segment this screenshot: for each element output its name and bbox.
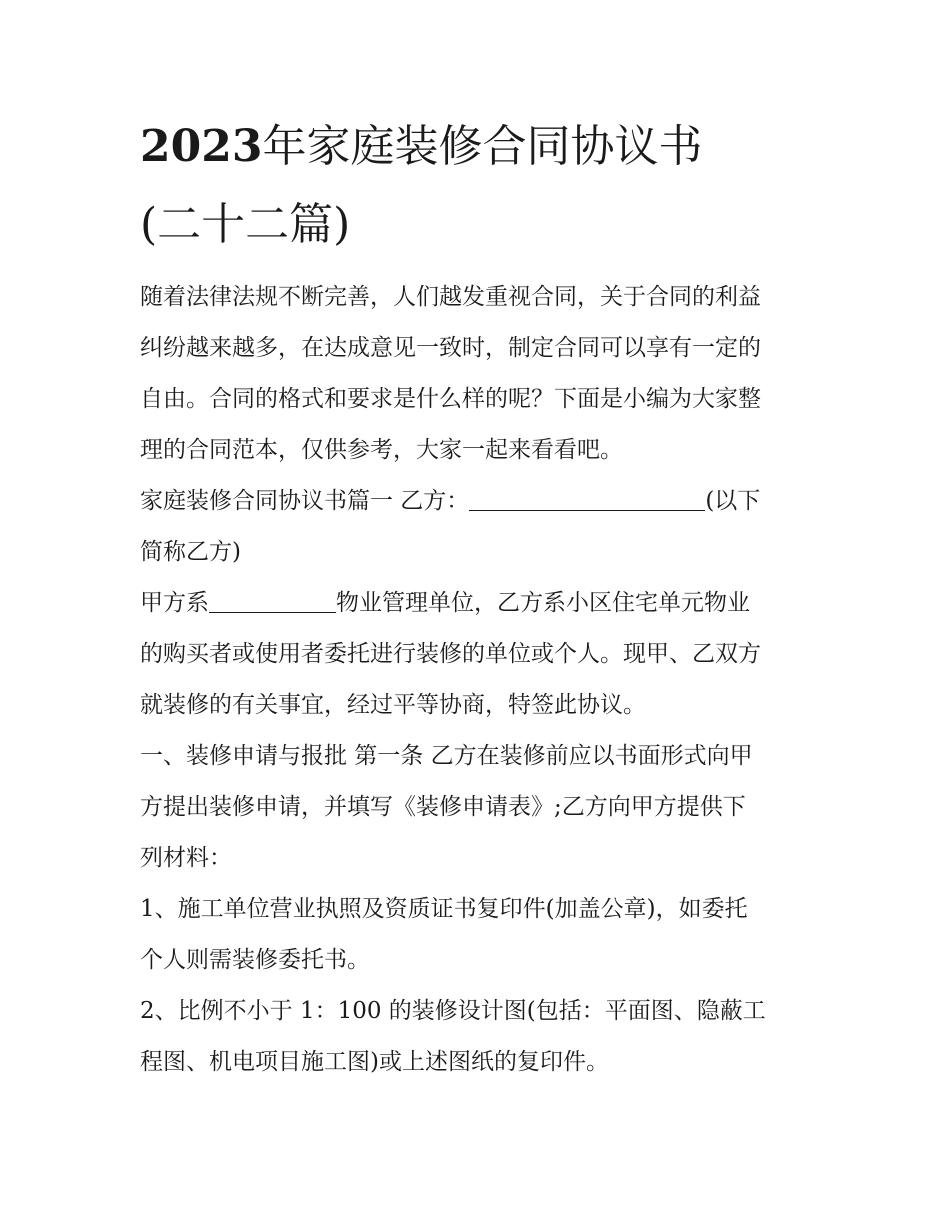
section2-line-3: 就装修的有关事宜，经过平等协商，特签此协议。 bbox=[140, 692, 646, 718]
intro-line-4: 理的合同范本，仅供参考，大家一起来看看吧。 bbox=[140, 437, 623, 463]
section2-line-2: 的购买者或使用者委托进行装修的单位或个人。现甲、乙双方 bbox=[140, 641, 761, 667]
title-year: 2023 bbox=[140, 121, 263, 172]
section1-paragraph bbox=[140, 476, 820, 578]
title-line-2: (二十二篇) bbox=[140, 199, 351, 250]
title-text: 年家庭装修合同协议书 bbox=[262, 121, 703, 172]
section2-line-1 bbox=[140, 578, 820, 629]
section1-line-2: 简称乙方) bbox=[140, 539, 241, 565]
intro-line-3: 自由。合同的格式和要求是什么样的呢？下面是小编为大家整 bbox=[140, 386, 761, 412]
section1-prefix: 家庭装修合同协议书篇一 乙方： bbox=[140, 488, 470, 514]
document-body bbox=[140, 108, 820, 1088]
item2-line-2: 程图、机电项目施工图)或上述图纸的复印件。 bbox=[140, 1049, 609, 1075]
intro-paragraph bbox=[140, 272, 820, 476]
party-b-blank bbox=[469, 484, 705, 511]
item2-paragraph bbox=[140, 986, 820, 1088]
intro-line-1: 随着法律法规不断完善，人们越发重视合同，关于合同的利益 bbox=[140, 284, 761, 310]
section2-suffix: 物业管理单位，乙方系小区住宅单元物业 bbox=[336, 590, 750, 616]
section2-prefix: 甲方系 bbox=[140, 590, 209, 616]
section1-line-1 bbox=[140, 476, 820, 527]
section2-paragraph bbox=[140, 578, 820, 731]
section3-line-1: 一、装修申请与报批 第一条 乙方在装修前应以书面形式向甲 bbox=[140, 743, 753, 769]
section3-paragraph bbox=[140, 731, 820, 884]
intro-line-2: 纠纷越来越多，在达成意见一致时，制定合同可以享有一定的 bbox=[140, 335, 761, 361]
item1-paragraph bbox=[140, 884, 820, 986]
section3-line-2: 方提出装修申请，并填写《装修申请表》;乙方向甲方提供下 bbox=[140, 794, 746, 820]
document-title bbox=[140, 108, 820, 264]
title-line-1 bbox=[140, 108, 820, 186]
item2-line-1: 2、比例不小于 1：100 的装修设计图(包括：平面图、隐蔽工 bbox=[140, 998, 766, 1024]
section1-suffix: (以下 bbox=[705, 488, 761, 514]
item1-line-2: 个人则需装修委托书。 bbox=[140, 947, 370, 973]
party-a-blank bbox=[209, 586, 336, 613]
item1-line-1: 1、施工单位营业执照及资质证书复印件(加盖公章)，如委托 bbox=[140, 896, 748, 922]
section3-line-3: 列材料： bbox=[140, 845, 232, 871]
